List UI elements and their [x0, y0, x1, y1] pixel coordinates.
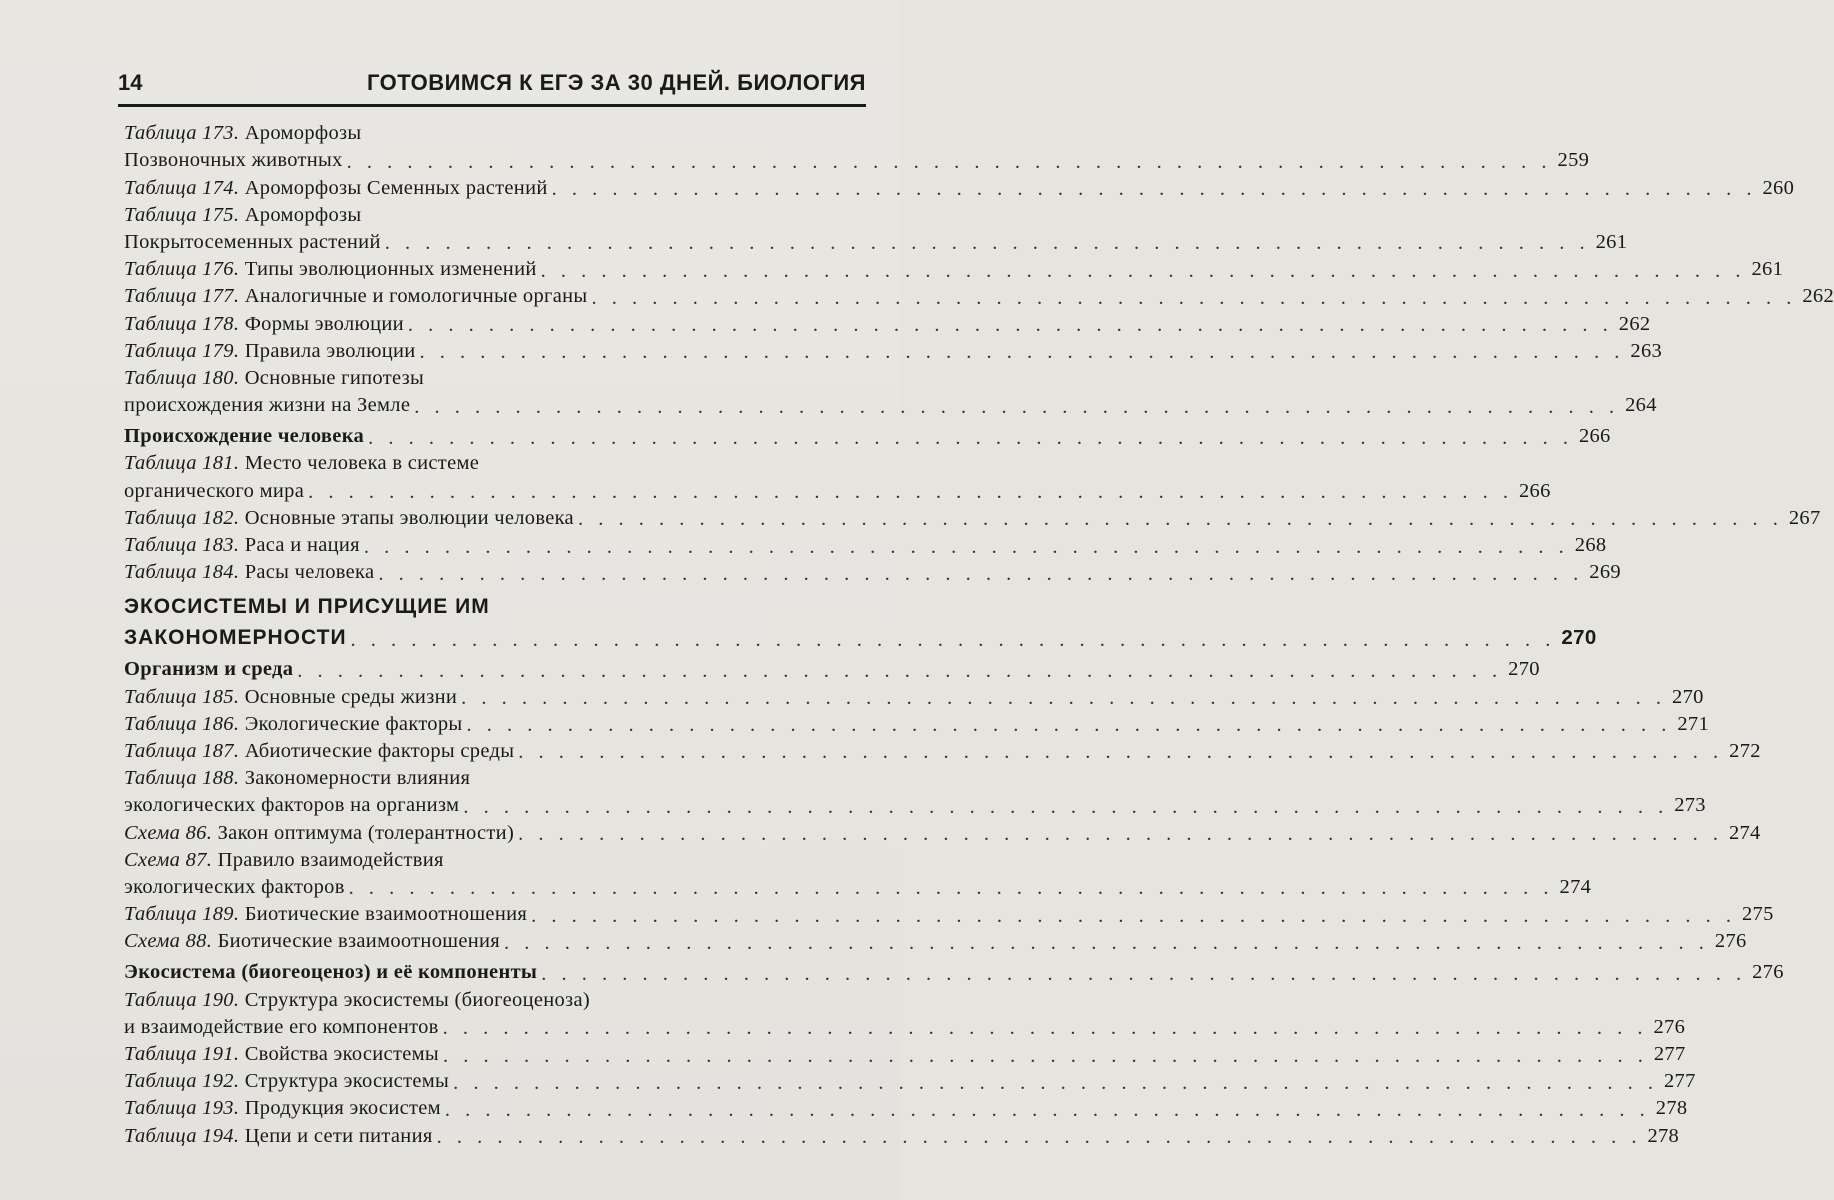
toc-entry-title: Закон оптимума (толерантности)	[217, 821, 515, 844]
toc-entry	[124, 1039, 1686, 1067]
toc-page-number: 278	[1647, 1124, 1680, 1147]
dot-leader: . . . . . . . . . . . . . . . . . . . . . . . . . . . . . . . . . . . . . . . . . . . . . . . . . . . . . . . . . . . .	[442, 1017, 1648, 1040]
toc-entry	[124, 1093, 1688, 1121]
toc-entry	[124, 118, 866, 145]
toc-entry-title: Ароморфозы	[244, 122, 362, 145]
toc-page-number: 276	[1752, 961, 1784, 984]
toc-page-number: 273	[1674, 794, 1706, 817]
toc-entry-label: Схема 88.	[124, 930, 213, 953]
toc-entry-title: Абиотические факторы среды	[244, 739, 515, 762]
toc-entry-title: Покрытосеменных растений	[124, 230, 381, 253]
toc-entry-label: Таблица 176.	[124, 258, 240, 281]
toc-entry-label: Таблица 191.	[124, 1043, 240, 1065]
toc-entry-text	[124, 930, 504, 953]
toc-entry	[124, 336, 1663, 364]
toc-entry-title: Типы эволюционных изменений	[244, 258, 537, 281]
toc-entry-text	[124, 480, 308, 503]
toc-entry-label: Таблица 175.	[124, 203, 240, 226]
toc-entry	[124, 1012, 1686, 1040]
toc-entry-text	[124, 1016, 443, 1039]
toc-entry-text	[124, 876, 349, 899]
toc-page-number: 270	[1561, 626, 1597, 650]
toc-entry-text	[124, 961, 541, 984]
toc-section-heading	[124, 588, 866, 619]
toc-page-number: 269	[1589, 561, 1621, 584]
toc-page-number: 266	[1518, 479, 1551, 502]
toc-entry-label: Таблица 194.	[124, 1124, 240, 1147]
toc-entry-text	[124, 122, 365, 145]
toc-entry-label: Таблица 190.	[124, 988, 240, 1011]
dot-leader: . . . . . . . . . . . . . . . . . . . . . . . . . . . . . . . . . . . . . . . . . . . . . . . . . . . . . . . . . . . .	[504, 931, 1709, 954]
toc-entry	[124, 926, 1747, 954]
toc-page-number: 267	[1788, 506, 1821, 529]
toc-entry	[124, 363, 866, 390]
toc-section-heading	[124, 654, 1540, 682]
toc-page-number: 261	[1751, 258, 1784, 281]
toc-entry	[124, 845, 866, 872]
dot-leader: . . . . . . . . . . . . . . . . . . . . . . . . . . . . . . . . . . . . . . . . . . . . . . . . . . . . . . . . . . . .	[518, 823, 1723, 845]
toc-entry	[124, 709, 1710, 737]
toc-entry-text	[124, 149, 347, 172]
toc-entry-label: Таблица 189.	[124, 903, 240, 926]
toc-entry-title: Закономерности влияния	[244, 767, 471, 790]
header-rule	[118, 104, 866, 107]
toc-page-number: 260	[1762, 176, 1795, 199]
dot-leader: . . . . . . . . . . . . . . . . . . . . . . . . . . . . . . . . . . . . . . . . . . . . . . . . . . . . . . . . . . . .	[368, 426, 1573, 449]
toc-entry	[124, 681, 1704, 710]
toc-entry-title: Основные этапы эволюции человека	[244, 506, 574, 529]
toc-entry-title: Биотические взаимоотношения	[244, 903, 528, 926]
dot-leader: . . . . . . . . . . . . . . . . . . . . . . . . . . . . . . . . . . . . . . . . . . . . . . . . . . . . . . . . . . . .	[444, 1098, 1650, 1121]
dot-leader: . . . . . . . . . . . . . . . . . . . . . . . . . . . . . . . . . . . . . . . . . . . . . . . . . . . . . . . . . . . .	[436, 1126, 1642, 1149]
dot-leader: . . . . . . . . . . . . . . . . . . . . . . . . . . . . . . . . . . . . . . . . . . . . . . . . . . . . . . . . . . . .	[414, 395, 1620, 418]
toc-entry-label: Таблица 192.	[124, 1070, 240, 1093]
toc-entry-title: Место человека в системе	[244, 452, 480, 475]
toc-entry-text	[124, 626, 351, 650]
toc-entry-title: Формы эволюции	[244, 312, 404, 335]
toc-entry-label: Таблица 185.	[124, 685, 240, 708]
toc-entry-title: Организм и среда	[124, 658, 294, 681]
dot-leader: . . . . . . . . . . . . . . . . . . . . . . . . . . . . . . . . . . . . . . . . . . . . . . . . . . . . . . . . . . . .	[466, 714, 1672, 737]
toc-entry-label: Таблица 173.	[124, 122, 240, 145]
toc-entry-text	[124, 1125, 437, 1148]
toc-page-number: 274	[1728, 821, 1761, 844]
toc-entry-label: Таблица 184.	[124, 561, 240, 584]
dot-leader: . . . . . . . . . . . . . . . . . . . . . . . . . . . . . . . . . . . . . . . . . . . . . . . . . . . . . . . . . . . .	[350, 628, 1556, 651]
dot-leader: . . . . . . . . . . . . . . . . . . . . . . . . . . . . . . . . . . . . . . . . . . . . . . . . . . . . . . . . . . . .	[346, 150, 1552, 173]
dot-leader: . . . . . . . . . . . . . . . . . . . . . . . . . . . . . . . . . . . . . . . . . . . . . . . . . . . . . . . . . . . .	[461, 687, 1667, 710]
toc-entry	[124, 254, 1784, 282]
toc-page-number: 262	[1802, 285, 1834, 308]
toc-entry	[124, 790, 1706, 818]
toc-entry	[124, 308, 1651, 336]
toc-page-number: 264	[1625, 394, 1657, 417]
toc-entry-text	[124, 313, 408, 336]
dot-leader: . . . . . . . . . . . . . . . . . . . . . . . . . . . . . . . . . . . . . . . . . . . . . . . . . . . . . . . . . . . .	[577, 508, 1783, 531]
toc-entry-title: Правило взаимодействия	[217, 848, 444, 871]
dot-leader: . . . . . . . . . . . . . . . . . . . . . . . . . . . . . . . . . . . . . . . . . . . . . . . . . . . . . . . . . . . .	[442, 1044, 1648, 1067]
toc-entry-text	[124, 394, 414, 417]
toc-entry-label: Схема 87.	[124, 848, 213, 871]
toc-entry	[124, 763, 866, 790]
toc-entry-text	[124, 340, 420, 363]
toc-entry-title: ЭКОСИСТЕМЫ И ПРИСУЩИЕ ИМ	[124, 595, 490, 619]
dot-leader: . . . . . . . . . . . . . . . . . . . . . . . . . . . . . . . . . . . . . . . . . . . . . . . . . . . . . . . . . . . .	[518, 741, 1724, 764]
toc-entry	[124, 227, 1628, 255]
toc-page-number: 277	[1653, 1043, 1686, 1065]
toc-entry-text	[124, 822, 518, 845]
toc-entry-title: Структура экосистемы (биогеоценоза)	[244, 988, 590, 1011]
dot-leader: . . . . . . . . . . . . . . . . . . . . . . . . . . . . . . . . . . . . . . . . . . . . . . . . . . . . . . . . . . . .	[531, 904, 1736, 927]
toc-page-number: 272	[1729, 739, 1761, 762]
toc-section-heading	[124, 421, 1611, 449]
page-number: 14	[118, 70, 143, 95]
toc-entry	[124, 736, 1761, 764]
toc-entry-title: и взаимодействие его компонентов	[124, 1015, 439, 1038]
toc-entry-label: Таблица 179.	[124, 339, 240, 362]
toc-entry	[124, 817, 1761, 845]
toc-entry-text	[124, 452, 483, 475]
toc-entry-title: Экосистема (биогеоценоз) и её компоненты	[124, 961, 538, 984]
dot-leader: . . . . . . . . . . . . . . . . . . . . . . . . . . . . . . . . . . . . . . . . . . . . . . . . . . . . . . . . . . . .	[297, 659, 1503, 682]
toc-entry-title: Происхождение человека	[124, 425, 365, 448]
toc-entry-title: Расы человека	[244, 561, 375, 584]
toc-entry-text	[124, 713, 466, 736]
toc-page-number: 276	[1653, 1015, 1686, 1038]
toc-entry-text	[124, 507, 578, 530]
toc-entry-text	[124, 794, 463, 817]
toc-entry-label: Схема 86.	[124, 821, 213, 844]
toc-entry	[124, 145, 1590, 173]
toc-entry	[124, 899, 1774, 927]
toc-entry	[124, 1066, 1696, 1094]
toc-page-number: 266	[1578, 425, 1611, 448]
toc-entry-text	[124, 534, 364, 557]
toc-entry-text	[124, 595, 494, 619]
dot-leader: . . . . . . . . . . . . . . . . . . . . . . . . . . . . . . . . . . . . . . . . . . . . . . . . . . . . . . . . . . . .	[591, 286, 1797, 309]
toc-section-heading	[124, 619, 1597, 651]
toc-entry	[124, 984, 866, 1011]
toc-page-number: 263	[1630, 339, 1663, 362]
toc-entry-title: Аналогичные и гомологичные органы	[244, 285, 588, 308]
toc-entry-text	[124, 849, 448, 872]
toc-entry-text	[124, 989, 594, 1012]
toc-entry-label: Таблица 187.	[124, 739, 240, 762]
toc-entry-title: Продукция экосистем	[244, 1097, 441, 1120]
toc-entry-label: Таблица 177.	[124, 285, 240, 308]
dot-leader: . . . . . . . . . . . . . . . . . . . . . . . . . . . . . . . . . . . . . . . . . . . . . . . . . . . . . . . . . . . .	[407, 314, 1613, 336]
toc-page-number: 278	[1655, 1097, 1688, 1120]
toc-entry	[124, 172, 1795, 201]
toc-entry-label: Таблица 188.	[124, 767, 240, 790]
dot-leader: . . . . . . . . . . . . . . . . . . . . . . . . . . . . . . . . . . . . . . . . . . . . . . . . . . . . . . . . . . . .	[348, 877, 1554, 900]
toc-entry-title: Раса и нация	[244, 534, 360, 556]
toc-entry-title: происхождения жизни на Земле	[124, 394, 411, 417]
toc-entry-text	[124, 231, 385, 254]
toc-page-number: 275	[1741, 903, 1774, 926]
dot-leader: . . . . . . . . . . . . . . . . . . . . . . . . . . . . . . . . . . . . . . . . . . . . . . . . . . . . . . . . . . . .	[363, 535, 1569, 558]
toc-entry-text	[124, 658, 297, 681]
toc-entry-title: Структура экосистемы	[244, 1070, 450, 1093]
toc-entry-text	[124, 740, 518, 763]
toc-entry	[124, 448, 866, 475]
toc-entry-label: Таблица 178.	[124, 312, 240, 335]
toc-entry	[124, 475, 1551, 504]
toc-entry-text	[124, 1097, 445, 1120]
toc-entry-label: Таблица 174.	[124, 176, 240, 199]
dot-leader: . . . . . . . . . . . . . . . . . . . . . . . . . . . . . . . . . . . . . . . . . . . . . . . . . . . . . . . . . . . .	[378, 562, 1584, 585]
toc-entry-title: Экологические факторы	[244, 712, 463, 735]
toc-entry	[124, 872, 1592, 900]
toc-entry-text	[124, 767, 474, 790]
toc-entry-title: Свойства экосистемы	[244, 1043, 439, 1065]
dot-leader: . . . . . . . . . . . . . . . . . . . . . . . . . . . . . . . . . . . . . . . . . . . . . . . . . . . . . . . . . . . .	[463, 795, 1669, 818]
toc-page-number: 276	[1714, 930, 1747, 953]
toc-entry	[124, 281, 1834, 309]
toc-entry	[124, 390, 1657, 418]
toc-entry-label: Таблица 180.	[124, 366, 240, 389]
toc-entry-title: Цепи и сети питания	[244, 1124, 433, 1147]
toc-section-heading	[124, 957, 1784, 985]
toc-entry	[124, 530, 1607, 558]
toc-entry-title: ЗАКОНОМЕРНОСТИ	[124, 626, 347, 650]
toc-entry-text	[124, 177, 552, 200]
toc-entry-title: Ароморфозы	[244, 203, 362, 226]
toc-entry-title: Позвоночных животных	[124, 149, 343, 172]
toc-entry-title: Ароморфозы Семенных растений	[244, 176, 548, 199]
page-header	[118, 68, 866, 102]
toc-entry-label: Таблица 181.	[124, 452, 240, 475]
dot-leader: . . . . . . . . . . . . . . . . . . . . . . . . . . . . . . . . . . . . . . . . . . . . . . . . . . . . . . . . . . . .	[384, 232, 1590, 255]
dot-leader: . . . . . . . . . . . . . . . . . . . . . . . . . . . . . . . . . . . . . . . . . . . . . . . . . . . . . . . . . . . .	[419, 341, 1625, 364]
toc-entry-text	[124, 903, 531, 926]
toc-entry-text	[124, 204, 365, 227]
toc-page-number: 271	[1677, 712, 1710, 735]
toc-entry-title: экологических факторов на организм	[124, 794, 460, 817]
toc-entry-text	[124, 425, 368, 448]
toc-entry-label: Таблица 183.	[124, 534, 240, 556]
toc-entry-text	[124, 1070, 453, 1093]
toc-page-number: 274	[1559, 875, 1592, 898]
table-of-contents	[124, 118, 1834, 1149]
running-title: ГОТОВИМСЯ К ЕГЭ ЗА 30 ДНЕЙ. БИОЛОГИЯ	[366, 70, 866, 95]
toc-entry-text	[124, 367, 428, 390]
toc-page-number: 270	[1508, 658, 1540, 681]
toc-page-number: 268	[1574, 534, 1607, 556]
toc-entry-title: органического мира	[124, 479, 305, 502]
toc-entry	[124, 200, 866, 227]
toc-page-number: 259	[1557, 149, 1590, 172]
toc-page-number: 277	[1663, 1070, 1696, 1093]
toc-page-number: 261	[1595, 230, 1628, 253]
toc-entry-title: Основные гипотезы	[244, 366, 425, 389]
dot-leader: . . . . . . . . . . . . . . . . . . . . . . . . . . . . . . . . . . . . . . . . . . . . . . . . . . . . . . . . . . . .	[453, 1071, 1658, 1094]
dot-leader: . . . . . . . . . . . . . . . . . . . . . . . . . . . . . . . . . . . . . . . . . . . . . . . . . . . . . . . . . . . .	[541, 962, 1747, 985]
toc-entry-label: Таблица 193.	[124, 1097, 240, 1120]
dot-leader: . . . . . . . . . . . . . . . . . . . . . . . . . . . . . . . . . . . . . . . . . . . . . . . . . . . . . . . . . . . .	[308, 481, 1513, 504]
dot-leader: . . . . . . . . . . . . . . . . . . . . . . . . . . . . . . . . . . . . . . . . . . . . . . . . . . . . . . . . . . . .	[540, 259, 1746, 282]
toc-entry-title: Биотические взаимоотношения	[217, 930, 501, 953]
toc-entry	[124, 503, 1821, 531]
toc-entry-text	[124, 258, 541, 281]
dot-leader: . . . . . . . . . . . . . . . . . . . . . . . . . . . . . . . . . . . . . . . . . . . . . . . . . . . . . . . . . . . .	[551, 178, 1757, 201]
toc-entry-title: Основные среды жизни	[244, 685, 458, 708]
toc-entry	[124, 557, 1621, 585]
toc-entry-title: Правила эволюции	[244, 339, 416, 362]
toc-entry-text	[124, 561, 378, 584]
toc-entry-title: экологических факторов	[124, 875, 345, 898]
toc-entry-text	[124, 285, 591, 308]
toc-entry-label: Таблица 186.	[124, 712, 240, 735]
toc-entry-text	[124, 686, 461, 709]
toc-page-number: 262	[1618, 312, 1651, 335]
toc-entry-label: Таблица 182.	[124, 506, 240, 529]
toc-entry	[124, 1120, 1680, 1149]
toc-page-number: 270	[1672, 685, 1704, 708]
toc-entry-text	[124, 1043, 443, 1066]
